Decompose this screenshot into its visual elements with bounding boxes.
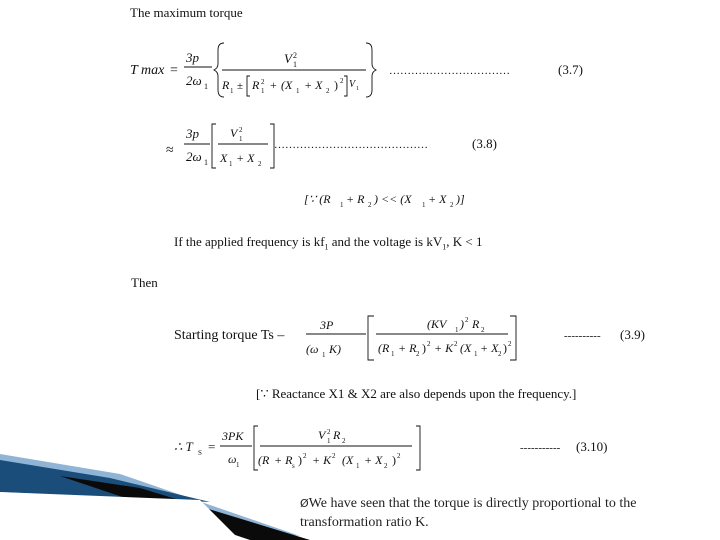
equation-glyph: (X: [460, 341, 472, 355]
eq310-tag: (3.10): [576, 439, 608, 454]
equation-glyph: (R: [258, 453, 270, 467]
applied-frequency-text: If the applied frequency is $kf_1$ and the voltage is $kV_1$, K < 1: [174, 234, 483, 252]
equation-stroke: [212, 124, 216, 168]
eq39-dashes: ----------: [564, 330, 601, 342]
equation-glyph: 1: [474, 350, 478, 358]
equation-glyph: =: [208, 439, 216, 454]
equation-glyph: + K: [434, 341, 454, 355]
equation-glyph: K): [329, 342, 341, 356]
equation-glyph: 1: [230, 87, 234, 95]
equation-glyph: + X: [236, 151, 255, 165]
eq39-tag: (3.9): [620, 327, 645, 342]
equation-glyph: 1: [236, 461, 240, 469]
eq39-label: Starting torque Ts –: [174, 328, 285, 343]
equation-glyph: (R: [378, 341, 390, 355]
equation-glyph: 2: [303, 452, 307, 460]
equation-3-7: [126, 40, 606, 102]
equation-glyph: 1: [422, 201, 426, 209]
equation-glyph: ): [422, 341, 426, 355]
eq38-tag: (3.8): [472, 136, 497, 151]
equation-glyph: 1: [327, 437, 331, 445]
equation-glyph: 1: [293, 60, 297, 69]
equation-glyph: 2: [508, 340, 512, 348]
equation-glyph: (X: [281, 78, 293, 92]
equation-glyph: 3PK: [222, 429, 244, 443]
equation-glyph: )]: [456, 192, 465, 206]
equation-glyph: + K: [312, 453, 332, 467]
equation-glyph: 1: [239, 135, 243, 143]
eq37-num: V: [284, 51, 292, 66]
equation-glyph: R: [252, 78, 260, 92]
bullet-paragraph: [300, 494, 712, 532]
equation-glyph: + X: [428, 192, 447, 206]
equation-glyph: + X: [304, 78, 323, 92]
equation-glyph: ω: [228, 452, 237, 466]
eq37-tag: (3.7): [558, 62, 583, 77]
equation-glyph: 2: [340, 77, 344, 85]
equation-stroke: [368, 316, 374, 360]
equation-glyph: 2: [498, 350, 502, 358]
eq39-num: (KV: [427, 317, 447, 331]
equation-glyph: 2: [454, 340, 458, 348]
bullet-line-2: transformation ratio K.: [300, 515, 429, 530]
equation-glyph: ∴ T: [174, 439, 193, 454]
equation-3-10: [172, 424, 608, 472]
eq310-dashes: -----------: [520, 442, 561, 454]
equation-glyph: 2ω: [186, 149, 202, 164]
equation-glyph: + X: [364, 453, 383, 467]
eq38-num: V: [230, 126, 238, 140]
equation-glyph: 2: [481, 326, 485, 334]
equation-glyph: 2: [368, 201, 372, 209]
equation-glyph: 1: [204, 82, 208, 91]
equation-glyph: 2: [384, 462, 388, 470]
equation-glyph: + X: [480, 341, 499, 355]
eq38-coef-num: 3p: [186, 126, 199, 141]
equation-glyph: R: [333, 428, 341, 442]
condition-bracket: [300, 186, 470, 212]
equation-glyph: S: [198, 449, 202, 457]
equation-glyph: 2: [239, 126, 243, 134]
eq37-dots: ……………………………: [389, 65, 510, 77]
equation-glyph: 2: [427, 340, 431, 348]
equation-glyph: 2: [326, 87, 330, 95]
equation-glyph: 2: [293, 51, 297, 60]
equation-stroke: [416, 426, 420, 470]
equation-glyph: +: [270, 78, 277, 92]
equation-glyph: 2: [332, 452, 336, 460]
equation-glyph: V: [349, 79, 356, 90]
equation-glyph: 1: [296, 87, 300, 95]
eq38-dots: ……………………………………: [274, 139, 428, 151]
equation-3-8: [164, 120, 514, 172]
equation-glyph: 1: [391, 350, 395, 358]
equation-glyph: 1: [356, 86, 359, 92]
eq310-num: V: [318, 428, 326, 442]
equation-glyph: 2: [397, 452, 401, 460]
equation-glyph: ): [503, 341, 507, 355]
ribbon-mid-band: [0, 492, 240, 540]
equation-glyph: 1: [229, 160, 233, 168]
equation-glyph: ): [460, 317, 464, 331]
equation-glyph: ≈: [166, 143, 174, 158]
heading: The maximum torque: [130, 5, 243, 20]
equation-glyph: ): [392, 453, 396, 467]
eq37-lhs: T max: [130, 63, 165, 78]
equation-glyph: s: [292, 462, 295, 470]
equation-glyph: (ω: [306, 342, 319, 356]
equation-glyph: =: [170, 63, 178, 78]
equation-glyph: ): [298, 453, 302, 467]
equation-glyph: R: [472, 317, 480, 331]
equation-glyph: 1: [261, 87, 265, 95]
equation-glyph: ±: [237, 80, 244, 92]
equation-glyph: + R: [398, 341, 417, 355]
equation-glyph: 1: [322, 351, 326, 359]
equation-glyph: 2: [465, 316, 469, 324]
equation-glyph: + R: [274, 453, 293, 467]
equation-3-9: [172, 312, 652, 364]
equation-glyph: 2: [327, 428, 331, 436]
equation-glyph: 1: [356, 462, 360, 470]
bullet-arrow-icon: Ø: [300, 497, 309, 510]
equation-glyph: 1: [204, 158, 208, 167]
equation-glyph: ) << (X: [374, 192, 412, 206]
bullet-line-1: We have seen that the torque is directly proportional to the: [308, 496, 637, 511]
reactance-note: [∵ Reactance X1 & X2 are also depends upon the frequency.]: [256, 386, 577, 401]
equation-glyph: R: [222, 78, 230, 92]
equation-glyph: ): [334, 78, 338, 92]
equation-glyph: 1: [455, 326, 459, 334]
equation-stroke: [510, 316, 516, 360]
equation-glyph: 2: [342, 437, 346, 445]
equation-stroke: [366, 43, 376, 97]
equation-stroke: [247, 76, 250, 96]
equation-glyph: 3P: [320, 318, 334, 332]
equation-glyph: X: [220, 151, 228, 165]
equation-glyph: + R: [346, 192, 365, 206]
equation-glyph: 2: [416, 350, 420, 358]
then-label: Then: [131, 275, 158, 290]
equation-glyph: 2: [261, 78, 265, 86]
eq37-coef-num: 3p: [186, 50, 199, 65]
equation-glyph: (X: [342, 453, 354, 467]
equation-stroke: [344, 76, 347, 96]
equation-glyph: [∵ (R: [304, 192, 331, 206]
equation-glyph: 1: [340, 201, 344, 209]
equation-glyph: 2: [450, 201, 454, 209]
eq37-coef-den: 2ω: [186, 73, 202, 88]
equation-glyph: 2: [258, 160, 262, 168]
